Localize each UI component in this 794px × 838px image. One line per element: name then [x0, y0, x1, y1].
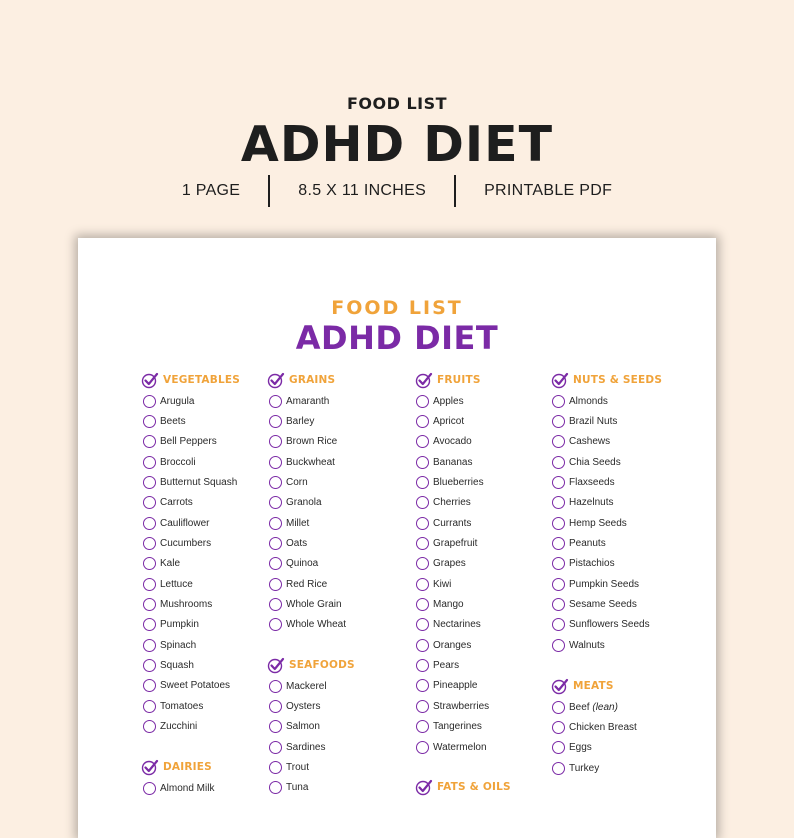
item-label: Pears: [433, 660, 460, 672]
item-label: Millet: [286, 517, 310, 529]
item-label: Salmon: [286, 721, 320, 733]
list-item[interactable]: [269, 554, 346, 574]
checkbox-circle-icon[interactable]: [416, 679, 429, 692]
item-label: Buckwheat: [286, 456, 335, 468]
item-label: Kale: [160, 558, 181, 570]
checkbox-circle-icon[interactable]: [143, 557, 156, 570]
checkbox-circle-icon[interactable]: [269, 395, 282, 408]
list-item[interactable]: [416, 737, 489, 757]
list-item[interactable]: [143, 574, 237, 594]
item-note: (lean): [592, 701, 618, 713]
item-label: Granola: [286, 497, 322, 509]
category-label: FRUITS: [437, 374, 481, 386]
item-label: Avocado: [433, 436, 472, 448]
checkbox-circle-icon[interactable]: [269, 741, 282, 754]
category-seafoods: [267, 655, 355, 675]
item-label: Red Rice: [286, 578, 328, 590]
list-item[interactable]: [143, 635, 237, 655]
list-item[interactable]: [143, 432, 237, 452]
item-label: Pistachios: [569, 558, 615, 570]
category-label: DAIRIES: [163, 761, 212, 773]
list-item[interactable]: [416, 472, 489, 492]
checkbox-circle-icon[interactable]: [416, 496, 429, 509]
checkbox-circle-icon[interactable]: [416, 557, 429, 570]
item-label: [569, 702, 618, 713]
item-label: Cashews: [569, 436, 611, 448]
list-item[interactable]: [416, 513, 489, 533]
category-fruits: [415, 370, 481, 390]
list-item[interactable]: [416, 676, 489, 696]
list-item[interactable]: [269, 574, 346, 594]
list-item[interactable]: [269, 472, 346, 492]
category-grains: [267, 370, 335, 390]
checkbox-circle-icon[interactable]: [143, 415, 156, 428]
item-label: Kiwi: [433, 578, 452, 590]
list-item[interactable]: [143, 391, 237, 411]
checkbox-circle-icon[interactable]: [416, 456, 429, 469]
check-circle-icon: [267, 656, 285, 674]
item-label: Mushrooms: [160, 599, 213, 611]
list-item[interactable]: [143, 696, 237, 716]
checkbox-circle-icon[interactable]: [552, 741, 565, 754]
list-item[interactable]: [416, 411, 489, 431]
item-label: Whole Wheat: [286, 619, 347, 631]
checkbox-circle-icon[interactable]: [143, 537, 156, 550]
check-circle-icon: [267, 371, 285, 389]
checkbox-circle-icon[interactable]: [416, 618, 429, 631]
item-label: Squash: [160, 660, 194, 672]
checkbox-circle-icon[interactable]: [552, 456, 565, 469]
checkbox-circle-icon[interactable]: [416, 639, 429, 652]
list-item[interactable]: [143, 452, 237, 472]
checkbox-circle-icon[interactable]: [269, 557, 282, 570]
checkbox-circle-icon[interactable]: [143, 659, 156, 672]
checkbox-circle-icon[interactable]: [143, 496, 156, 509]
checkbox-circle-icon[interactable]: [143, 395, 156, 408]
item-label: Carrots: [160, 497, 193, 509]
list-item[interactable]: [552, 697, 637, 717]
item-label: Pumpkin: [160, 619, 199, 631]
item-label: Chicken Breast: [569, 722, 637, 734]
list-item[interactable]: [552, 738, 637, 758]
item-label: Tangerines: [433, 721, 482, 733]
item-label: Arugula: [160, 395, 195, 407]
item-label: Quinoa: [286, 558, 319, 570]
item-label: Sardines: [286, 741, 326, 753]
checkbox-circle-icon[interactable]: [416, 435, 429, 448]
checkbox-circle-icon[interactable]: [269, 618, 282, 631]
checkbox-circle-icon[interactable]: [143, 578, 156, 591]
header-subtitle: FOOD LIST: [346, 94, 448, 113]
item-label: Oysters: [286, 701, 321, 713]
item-label: Tuna: [286, 782, 309, 794]
checkbox-circle-icon[interactable]: [416, 700, 429, 713]
item-label: Walnuts: [569, 639, 605, 651]
checkbox-circle-icon[interactable]: [269, 517, 282, 530]
checkbox-circle-icon[interactable]: [143, 618, 156, 631]
checkbox-circle-icon[interactable]: [269, 456, 282, 469]
item-label: Currants: [433, 517, 472, 529]
item-label: Chia Seeds: [569, 456, 621, 468]
checkbox-circle-icon[interactable]: [552, 517, 565, 530]
checkbox-circle-icon[interactable]: [552, 476, 565, 489]
item-text: Beef: [569, 701, 590, 713]
product-specs: [0, 176, 794, 206]
nuts-seeds-list: [552, 391, 650, 655]
list-item[interactable]: [416, 635, 489, 655]
item-label: Turkey: [569, 762, 600, 774]
item-label: Zucchini: [160, 721, 198, 733]
item-label: Broccoli: [160, 456, 196, 468]
list-item[interactable]: [143, 411, 237, 431]
list-item[interactable]: [416, 391, 489, 411]
list-item[interactable]: [552, 493, 650, 513]
list-item[interactable]: [143, 594, 237, 614]
vegetables-list: [143, 391, 237, 737]
checkbox-circle-icon[interactable]: [552, 701, 565, 714]
category-label: MEATS: [573, 680, 614, 692]
item-label: Trout: [286, 762, 309, 774]
category-vegetables: [141, 370, 240, 390]
checkbox-circle-icon[interactable]: [269, 598, 282, 611]
checkbox-circle-icon[interactable]: [269, 415, 282, 428]
item-label: Blueberries: [433, 477, 484, 489]
category-label: FATS & OILS: [437, 781, 511, 793]
checkbox-circle-icon[interactable]: [552, 598, 565, 611]
category-meats: [551, 676, 614, 696]
item-label: Cucumbers: [160, 538, 212, 550]
item-label: Hazelnuts: [569, 497, 614, 509]
checkbox-circle-icon[interactable]: [269, 720, 282, 733]
checkbox-circle-icon[interactable]: [552, 415, 565, 428]
list-item[interactable]: [269, 432, 346, 452]
checkbox-circle-icon[interactable]: [416, 537, 429, 550]
checkbox-circle-icon[interactable]: [143, 598, 156, 611]
checkbox-circle-icon[interactable]: [552, 618, 565, 631]
dairies-list: [143, 778, 214, 798]
spec-pages: 1 PAGE: [181, 182, 241, 199]
document-subtitle: FOOD LIST: [331, 297, 463, 319]
spec-format: PRINTABLE PDF: [484, 182, 613, 199]
list-item[interactable]: [269, 676, 327, 696]
list-item[interactable]: [143, 615, 237, 635]
checkbox-circle-icon[interactable]: [552, 578, 565, 591]
checkbox-circle-icon[interactable]: [552, 395, 565, 408]
list-item[interactable]: [416, 615, 489, 635]
checkbox-circle-icon[interactable]: [269, 700, 282, 713]
list-item[interactable]: [416, 432, 489, 452]
item-label: Peanuts: [569, 538, 606, 550]
checkbox-circle-icon[interactable]: [416, 741, 429, 754]
fruits-list: [416, 391, 489, 757]
checkbox-circle-icon[interactable]: [552, 557, 565, 570]
category-dairies: [141, 757, 212, 777]
item-label: Watermelon: [433, 741, 487, 753]
list-item[interactable]: [269, 513, 346, 533]
checkbox-circle-icon[interactable]: [269, 578, 282, 591]
category-label: GRAINS: [289, 374, 336, 386]
checkbox-circle-icon[interactable]: [416, 659, 429, 672]
list-item[interactable]: [552, 574, 650, 594]
spec-size: 8.5 X 11 INCHES: [298, 182, 427, 199]
list-item[interactable]: [269, 737, 327, 757]
list-item[interactable]: [416, 717, 489, 737]
checkbox-circle-icon[interactable]: [143, 435, 156, 448]
list-item[interactable]: [552, 472, 650, 492]
check-circle-icon: [551, 677, 569, 695]
checkbox-circle-icon[interactable]: [269, 537, 282, 550]
check-circle-icon: [141, 758, 159, 776]
item-label: Cauliflower: [160, 517, 210, 529]
grains-list: [269, 391, 346, 635]
item-label: Butternut Squash: [160, 477, 238, 489]
check-circle-icon: [551, 371, 569, 389]
list-item[interactable]: [143, 778, 214, 798]
list-item[interactable]: [143, 717, 237, 737]
header-title: ADHD DIET: [240, 116, 554, 173]
item-label: Apricot: [433, 416, 465, 428]
item-label: Sunflowers Seeds: [569, 619, 650, 631]
checkbox-circle-icon[interactable]: [552, 435, 565, 448]
seafoods-list: [269, 676, 327, 798]
item-label: Mackerel: [286, 680, 327, 692]
list-item[interactable]: [143, 533, 237, 553]
list-item[interactable]: [269, 778, 327, 798]
category-label: VEGETABLES: [163, 374, 240, 386]
checkbox-circle-icon[interactable]: [552, 762, 565, 775]
item-label: Pineapple: [433, 680, 478, 692]
list-item[interactable]: [416, 493, 489, 513]
item-label: Brazil Nuts: [569, 416, 618, 428]
item-label: Almonds: [569, 395, 608, 407]
item-label: Bell Peppers: [160, 436, 217, 448]
item-label: Beets: [160, 416, 186, 428]
item-label: Hemp Seeds: [569, 517, 627, 529]
list-item[interactable]: [552, 391, 650, 411]
item-label: Oranges: [433, 639, 472, 651]
item-label: Apples: [433, 395, 464, 407]
list-item[interactable]: [416, 533, 489, 553]
item-label: Amaranth: [286, 395, 330, 407]
item-label: Strawberries: [433, 700, 490, 712]
checkbox-circle-icon[interactable]: [416, 517, 429, 530]
meats-list: [552, 697, 637, 778]
list-item[interactable]: [143, 655, 237, 675]
checkbox-circle-icon[interactable]: [416, 415, 429, 428]
checkbox-circle-icon[interactable]: [269, 761, 282, 774]
item-label: Grapefruit: [433, 538, 478, 550]
list-item[interactable]: [143, 472, 237, 492]
item-label: Eggs: [569, 742, 592, 754]
list-item[interactable]: [552, 758, 637, 778]
checkbox-circle-icon[interactable]: [416, 720, 429, 733]
checkbox-circle-icon[interactable]: [143, 456, 156, 469]
checkbox-circle-icon[interactable]: [269, 435, 282, 448]
list-item[interactable]: [269, 493, 346, 513]
checkbox-circle-icon[interactable]: [143, 700, 156, 713]
checkbox-circle-icon[interactable]: [143, 639, 156, 652]
list-item[interactable]: [552, 717, 637, 737]
item-label: Flaxseeds: [569, 477, 615, 489]
list-item[interactable]: [143, 513, 237, 533]
item-label: Bananas: [433, 456, 473, 468]
category-label: SEAFOODS: [289, 659, 355, 671]
check-circle-icon: [415, 778, 433, 796]
list-item[interactable]: [416, 452, 489, 472]
checkbox-circle-icon[interactable]: [269, 496, 282, 509]
item-label: Whole Grain: [286, 599, 342, 611]
checkbox-circle-icon[interactable]: [269, 476, 282, 489]
list-item[interactable]: [552, 533, 650, 553]
list-item[interactable]: [416, 655, 489, 675]
check-circle-icon: [415, 371, 433, 389]
list-item[interactable]: [269, 717, 327, 737]
checkbox-circle-icon[interactable]: [416, 598, 429, 611]
category-fats-oils: [415, 777, 511, 797]
list-item[interactable]: [552, 615, 650, 635]
checkbox-circle-icon[interactable]: [269, 680, 282, 693]
item-label: Oats: [286, 538, 308, 550]
checkbox-circle-icon[interactable]: [552, 537, 565, 550]
item-label: Tomatoes: [160, 700, 204, 712]
list-item[interactable]: [269, 533, 346, 553]
item-label: Corn: [286, 477, 308, 489]
item-label: Sweet Potatoes: [160, 680, 231, 692]
list-item[interactable]: [552, 594, 650, 614]
list-item[interactable]: [552, 432, 650, 452]
category-nuts-seeds: [551, 370, 662, 390]
list-item[interactable]: [552, 635, 650, 655]
list-item[interactable]: [143, 554, 237, 574]
checkbox-circle-icon[interactable]: [143, 517, 156, 530]
list-item[interactable]: [143, 676, 237, 696]
list-item[interactable]: [552, 411, 650, 431]
checkbox-circle-icon[interactable]: [552, 639, 565, 652]
item-label: Cherries: [433, 497, 471, 509]
item-label: Brown Rice: [286, 436, 338, 448]
list-item[interactable]: [269, 615, 346, 635]
checkbox-circle-icon[interactable]: [552, 721, 565, 734]
checkbox-circle-icon[interactable]: [552, 496, 565, 509]
list-item[interactable]: [416, 594, 489, 614]
item-label: Mango: [433, 599, 464, 611]
item-label: Grapes: [433, 558, 466, 570]
list-item[interactable]: [552, 554, 650, 574]
list-item[interactable]: [416, 696, 489, 716]
list-item[interactable]: [552, 513, 650, 533]
category-label: NUTS & SEEDS: [573, 374, 663, 386]
list-item[interactable]: [269, 391, 346, 411]
list-item[interactable]: [143, 493, 237, 513]
checkbox-circle-icon[interactable]: [143, 476, 156, 489]
item-label: Nectarines: [433, 619, 481, 631]
list-item[interactable]: [269, 696, 327, 716]
list-item[interactable]: [416, 554, 489, 574]
checkbox-circle-icon[interactable]: [269, 781, 282, 794]
item-label: Almond Milk: [160, 782, 215, 794]
item-label: Sesame Seeds: [569, 599, 637, 611]
item-label: Pumpkin Seeds: [569, 578, 640, 590]
checkbox-circle-icon[interactable]: [143, 679, 156, 692]
item-label: Spinach: [160, 639, 197, 651]
list-item[interactable]: [269, 452, 346, 472]
checkbox-circle-icon[interactable]: [143, 720, 156, 733]
checkbox-circle-icon[interactable]: [416, 476, 429, 489]
item-label: Barley: [286, 416, 315, 428]
checkbox-circle-icon[interactable]: [416, 395, 429, 408]
list-item[interactable]: [552, 452, 650, 472]
checkbox-circle-icon[interactable]: [143, 782, 156, 795]
list-item[interactable]: [269, 411, 346, 431]
checkbox-circle-icon[interactable]: [416, 578, 429, 591]
list-item[interactable]: [416, 574, 489, 594]
item-label: Lettuce: [160, 578, 193, 590]
document-title: ADHD DIET: [295, 319, 499, 357]
list-item[interactable]: [269, 594, 346, 614]
check-circle-icon: [141, 371, 159, 389]
list-item[interactable]: [269, 757, 327, 777]
